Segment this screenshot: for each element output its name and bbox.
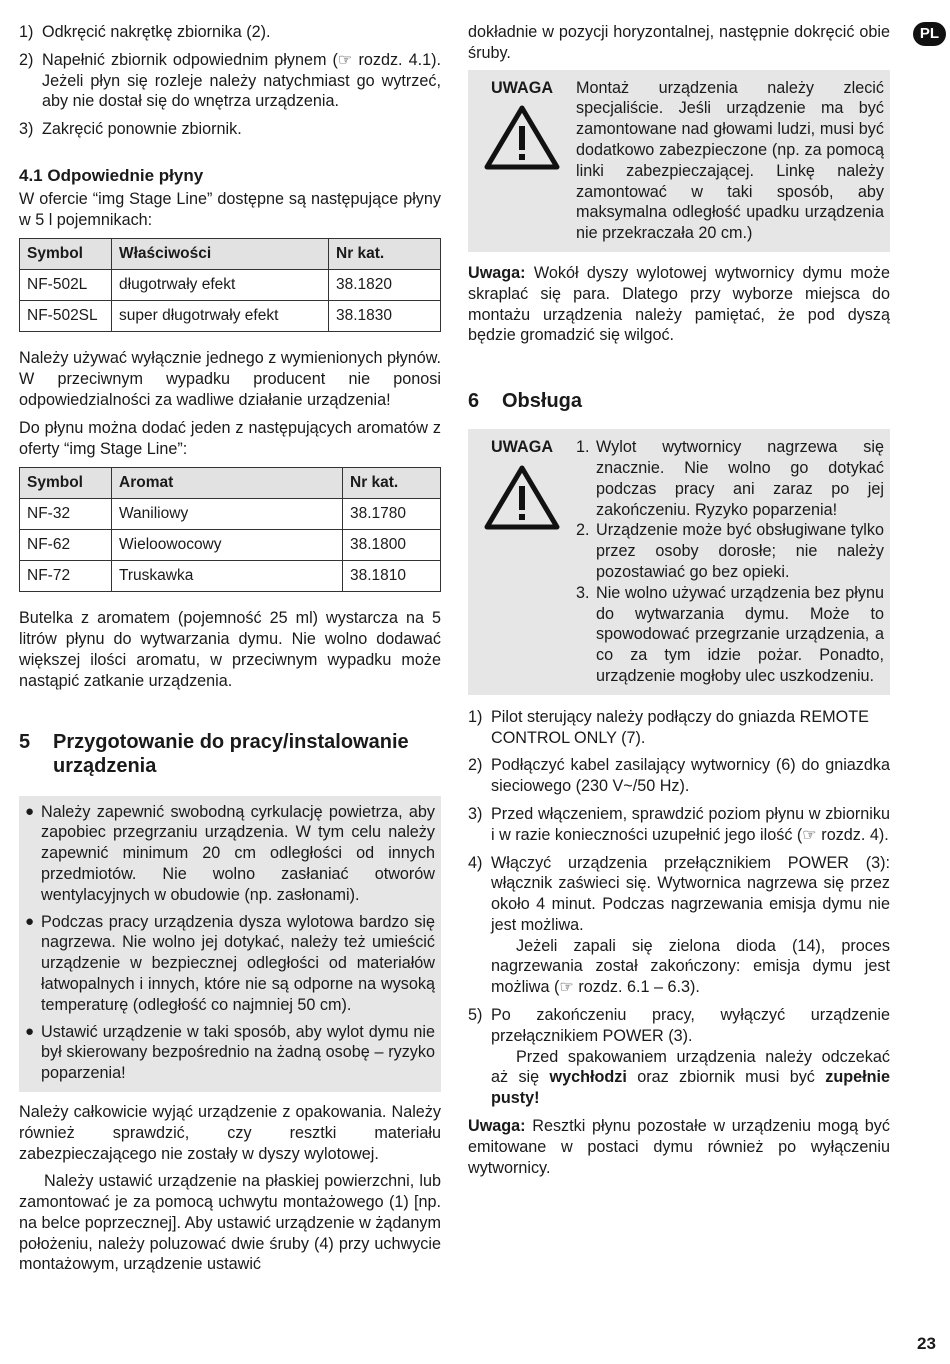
table-cell: super długotrwały efekt <box>112 301 329 332</box>
paragraph: Do płynu można dodać jeden z następujących aromatów z oferty “img Stage Line”: <box>19 418 441 458</box>
page-number: 23 <box>917 1334 936 1353</box>
aroma-table <box>19 467 441 592</box>
warning-label: UWAGA <box>490 438 554 457</box>
bullet-icon: ● <box>25 1022 35 1040</box>
table-row <box>20 561 441 592</box>
table-cell: NF-502L <box>20 270 112 301</box>
section-title: Obsługa <box>502 390 583 413</box>
left-column <box>19 22 441 1282</box>
list-item: 4) Włączyć urządzenia przełącznikiem POWER (3): włącznik zaświeci się. Wytwornica nagrzewa się przez około 4 minut. Podczas nagrzewania emisja dymu nie jest możliwa. Jeżeli zapali się zielona dioda (14), proces nagrzewania został zakończony: emisja dymu jest możliwa (☞ rozdz. 6.1 – 6.3). <box>468 853 890 997</box>
table-cell: NF-502SL <box>20 301 112 332</box>
operation-steps <box>468 707 890 1109</box>
note-paragraph <box>468 263 890 346</box>
table-cell: Truskawka <box>112 561 343 592</box>
list-item: 5) Po zakończeniu pracy, wyłączyć urządzenie przełącznikiem POWER (3). Przed spakowaniem urządzenia należy odczekać aż się wychłodzi oraz zbiornik musi być zupełnie pusty! <box>468 1006 891 1108</box>
paragraph: Należy ustawić urządzenie na płaskiej powierzchni, lub zamontować je za pomocą uchwytu montażowego (1) [np. na belce poprzecznej]. Aby ustawić urządzenie w żądanym położeniu, należy poluzować dwie śruby (4) przy uchwycie montażowym, urządzenie ustawić <box>19 1172 442 1274</box>
list-item: 2) Napełnić zbiornik odpowiednim płynem (☞ rozdz. 4.1). Jeżeli płyn się rozleje należy natychmiast go wytrzeć, aby nie dostał się do wnętrza urządzenia. <box>19 50 441 111</box>
table-row <box>20 499 441 530</box>
list-item: ● Ustawić urządzenie w taki sposób, aby wylot dymu nie był skierowany bezpośrednio na żadną osobę – ryzyko poparzenia! <box>25 1022 435 1083</box>
section-heading-4-1: 4.1 Odpowiednie płyny <box>19 165 204 185</box>
section-heading-5 <box>19 730 441 778</box>
list-item: 3) Przed włączeniem, sprawdzić poziom płynu w zbiorniku i w razie konieczności uzupełnić jego ilość (☞ rozdz. 4). <box>468 804 890 844</box>
warning-triangle-icon <box>484 464 560 530</box>
table-header: Symbol <box>20 468 112 499</box>
table-cell: długotrwały efekt <box>112 270 329 301</box>
table-header: Aromat <box>112 468 343 499</box>
table-row <box>20 270 441 301</box>
list-item: 3. Nie wolno używać urządzenia bez płynu do wytwarzania dymu. Może to spowodować przegrzanie urządzenia, a co za tym idzie pożar. Ponadto, urządzenie mogłoby ulec uszkodzeniu. <box>576 583 884 685</box>
paragraph: Należy całkowicie wyjąć urządzenie z opakowania. Należy również sprawdzić, czy resztki materiału zabezpieczającego nie zostały w dyszy wylotowej. <box>19 1102 441 1163</box>
table-header: Symbol <box>20 239 112 270</box>
table-cell: 38.1800 <box>343 530 441 561</box>
note-paragraph <box>468 1116 890 1178</box>
table-cell: 38.1820 <box>329 270 441 301</box>
list-item: 2) Podłączyć kabel zasilający wytwornicy (6) do gniazdka sieciowego (230 V~/50 Hz). <box>468 756 890 796</box>
table-cell: 38.1810 <box>343 561 441 592</box>
warning-side <box>468 78 576 244</box>
table-cell: Waniliowy <box>112 499 343 530</box>
list-item: 3) Zakręcić ponownie zbiornik. <box>19 120 242 139</box>
warning-box-operation <box>468 429 890 695</box>
note-label: Uwaga: <box>468 263 526 282</box>
table-header: Nr kat. <box>343 468 441 499</box>
table-header-row <box>20 239 441 270</box>
warning-label: UWAGA <box>490 78 554 97</box>
language-badge: PL <box>913 22 946 46</box>
warning-text: Montaż urządzenia należy zlecić specjaliście. Jeśli urządzenie ma być zamontowane nad głowami ludzi, musi być dodatkowo zabezpieczone (np. za pomocą linki zabezpieczającej. Linkę należy zamontować w taki sposób, aby maksymalna odległość upadku urządzenia nie przekraczała 20 cm.) <box>576 78 884 243</box>
table-cell: NF-32 <box>20 499 112 530</box>
bullet-icon: ● <box>25 802 35 820</box>
note-text: Resztki płynu pozostałe w urządzeniu mogą być emitowane w postaci dymu również po wyłączeniu wytwornicy. <box>468 1117 890 1177</box>
warning-side <box>468 437 576 687</box>
table-row <box>20 530 441 561</box>
table-cell: 38.1830 <box>329 301 441 332</box>
paragraph: Butelka z aromatem (pojemność 25 ml) wystarcza na 5 litrów płynu do wytwarzania dymu. Nie wolno dodawać większej ilości aromatu, w przeciwnym wypadku może nastąpić zatkanie urządzenia. <box>19 609 441 690</box>
safety-bullets <box>19 796 441 1092</box>
note-text: Wokół dyszy wylotowej wytwornicy dymu może skraplać się para. Dlatego przy wyborze miejsca do montażu urządzenia należy pamiętać, że pod dyszą będzie gromadzić się wilgoć. <box>468 263 890 345</box>
table-row <box>20 301 441 332</box>
refill-steps <box>19 22 441 140</box>
section-title: Przygotowanie do pracy/instalowanie urządzenia <box>53 730 409 777</box>
warning-triangle-icon <box>484 104 560 170</box>
table-cell: NF-62 <box>20 530 112 561</box>
right-column <box>468 22 890 1185</box>
table-header: Właściwości <box>112 239 329 270</box>
section-heading-6 <box>468 389 890 413</box>
table-cell: NF-72 <box>20 561 112 592</box>
list-item: 1) Pilot sterujący należy podłączy do gniazda REMOTE CONTROL ONLY (7). <box>468 707 869 747</box>
table-cell: 38.1780 <box>343 499 441 530</box>
list-item: ● Podczas pracy urządzenia dysza wylotowa bardzo się nagrzewa. Nie wolno jej dotykać, należy też umieścić urządzenie w bezpiecznej odległości od materiałów łatwopalnych i innych, które nie są odporne na wysoką temperaturę (odległość co najmniej 50 cm). <box>25 912 435 1014</box>
list-item: 2. Urządzenie może być obsługiwane tylko przez osoby dorosłe; nie należy pozostawiać go bez opieki. <box>576 521 884 581</box>
list-item: ● Należy zapewnić swobodną cyrkulację powietrza, aby zapobiec przegrzaniu urządzenia. W tym celu należy zapewnić minimum 20 cm odległości od innych przedmiotów. Nie wolno zasłaniać otworów wentylacyjnych w obudowie (np. zasłonami). <box>25 802 435 904</box>
table-header: Nr kat. <box>329 239 441 270</box>
section-number: 6 <box>468 390 480 413</box>
fluids-table <box>19 238 441 332</box>
table-cell: Wieloowocowy <box>112 530 343 561</box>
paragraph: W ofercie “img Stage Line” dostępne są następujące płyny w 5 l pojemnikach: <box>19 189 441 229</box>
list-item: 1. Wylot wytwornicy nagrzewa się znacznie. Nie wolno go dotykać podczas pracy ani zaraz po jej zakończeniu. Ryzyko poparzenia! <box>576 438 884 519</box>
warning-box-mounting <box>468 70 890 252</box>
list-item: 1) Odkręcić nakrętkę zbiornika (2). <box>19 23 271 41</box>
paragraph: Należy używać wyłącznie jednego z wymienionych płynów. W przeciwnym wypadku producent nie ponosi odpowiedzialności za wadliwe działanie urządzenia! <box>19 349 441 409</box>
warning-list <box>576 437 884 687</box>
bullet-icon: ● <box>25 912 35 930</box>
table-header-row <box>20 468 441 499</box>
section-number: 5 <box>19 730 31 753</box>
note-label: Uwaga: <box>468 1117 526 1136</box>
paragraph: dokładnie w pozycji horyzontalnej, następnie dokręcić obie śruby. <box>468 23 890 62</box>
